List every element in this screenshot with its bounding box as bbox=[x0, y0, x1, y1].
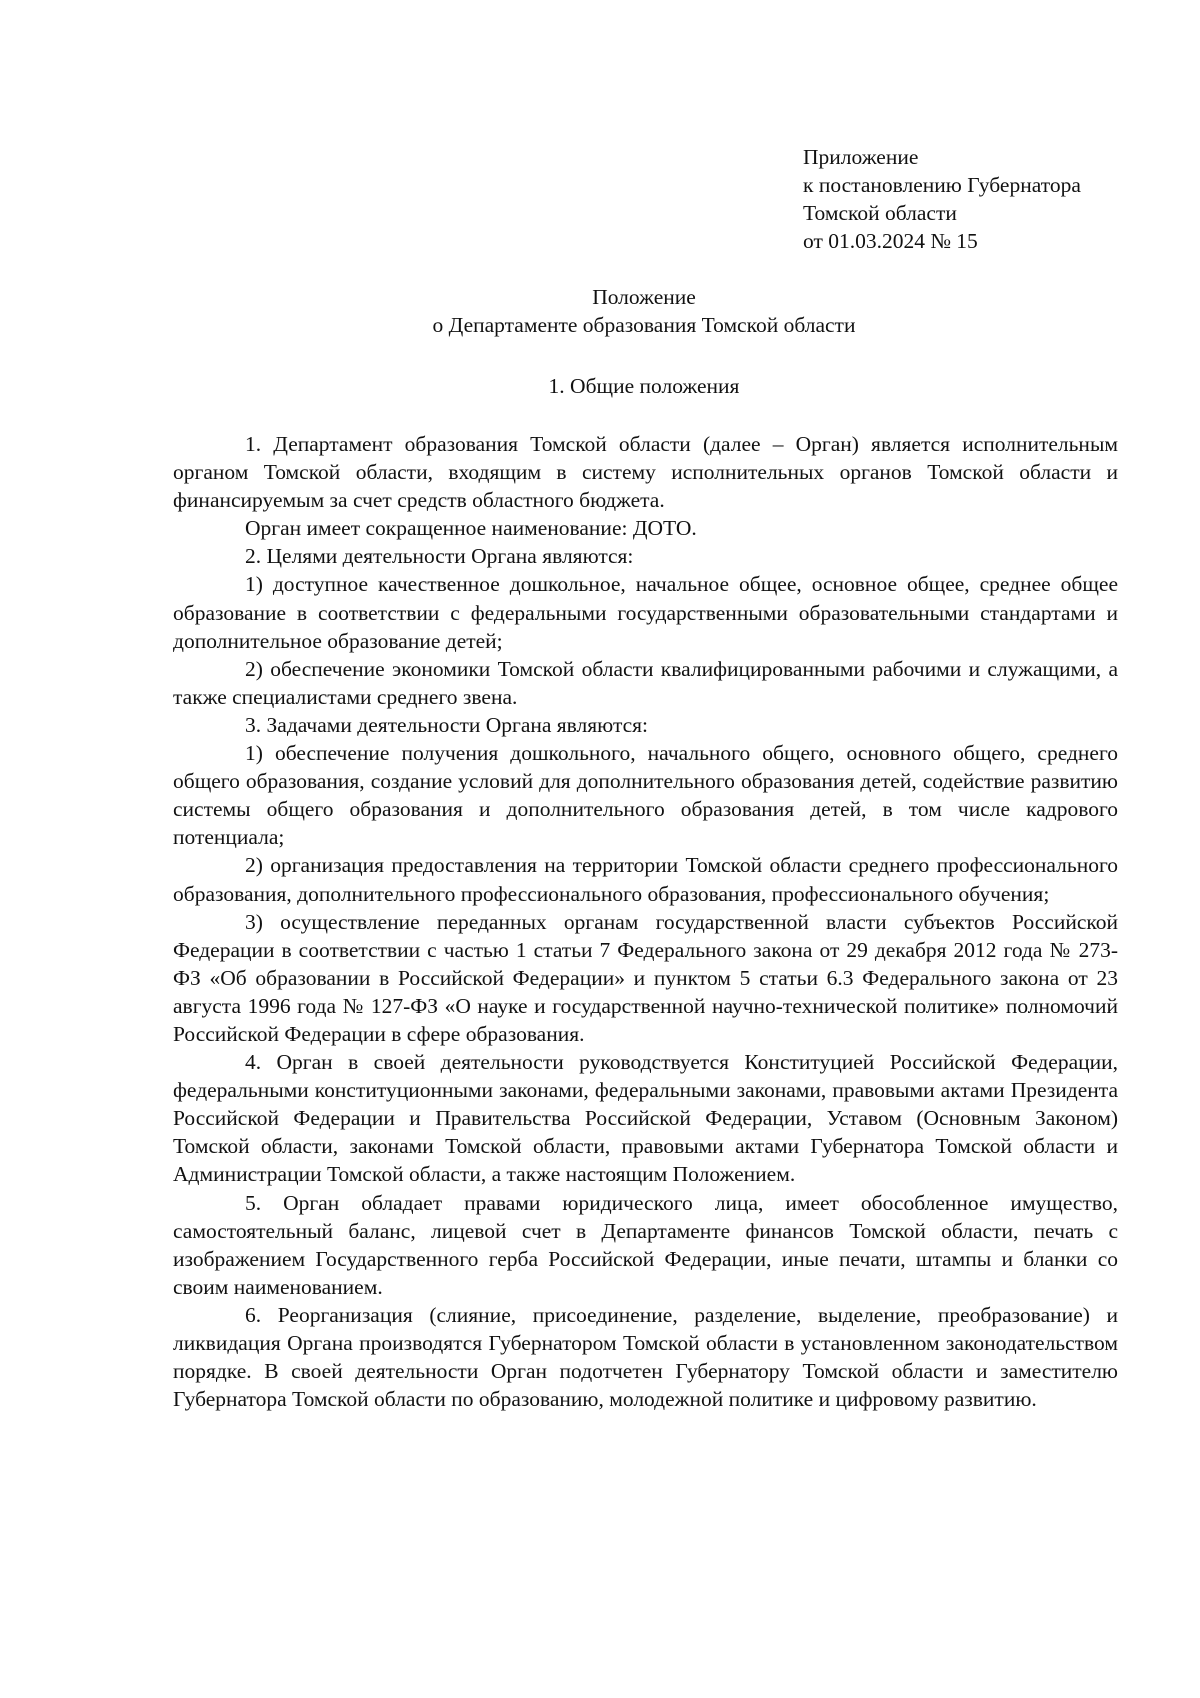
paragraph-10: 4. Орган в своей деятельности руководствуется Конституцией Российской Федерации, федеральными конституционными законами, федеральными законами, правовыми актами Президента Российской Федерации и Правительства Российской Федерации, Уставом (Основным Законом) Томской области, законами Томской области, правовыми актами Губернатора Томской области и Администрации Томской области, а также настоящим Положением. bbox=[173, 1050, 1118, 1187]
annex-line-3: Томской области bbox=[803, 201, 957, 225]
paragraph-11: 5. Орган обладает правами юридического лица, имеет обособленное имущество, самостоятельный баланс, лицевой счет в Департаменте финансов Томской области, печать с изображением Государственного герба Российской Федерации, иные печати, штампы и бланки со своим наименованием. bbox=[173, 1190, 1118, 1299]
annex-date-number: от 01.03.2024 № 15 bbox=[803, 229, 978, 253]
paragraph-8: 2) организация предоставления на территории Томской области среднего профессионального образования, дополнительного профессионального образования, профессионального обучения; bbox=[173, 853, 1118, 906]
document-body bbox=[173, 430, 1118, 1413]
paragraph-7: 1) обеспечение получения дошкольного, начального общего, основного общего, среднего общего образования, создание условий для дополнительного образования детей, содействие развитию системы общего образования и дополнительного образования детей, в том числе кадрового потенциала; bbox=[173, 741, 1118, 850]
paragraph-12: 6. Реорганизация (слияние, присоединение, разделение, выделение, преобразование) и ликвидация Органа производятся Губернатором Томской области в установленном законодательством порядке. В своей деятельности Орган подотчетен Губернатору Томской области и заместителю Губернатора Томской области по образованию, молодежной политике и цифровому развитию. bbox=[173, 1302, 1118, 1412]
title-line-2: о Департаменте образования Томской области bbox=[432, 313, 856, 337]
paragraph-3: 2. Целями деятельности Органа являются: bbox=[245, 544, 634, 569]
annex-line-2: к постановлению Губернатора bbox=[803, 173, 1081, 197]
paragraph-6: 3. Задачами деятельности Органа являются: bbox=[245, 712, 649, 737]
paragraph-2: Орган имеет сокращенное наименование: ДОТО. bbox=[245, 516, 697, 541]
paragraph-9: 3) осуществление переданных органам государственной власти субъектов Российской Федерации в соответствии с частью 1 статьи 7 Федерального закона от 29 декабря 2012 года № 273-ФЗ «Об образовании в Российской Федерации» и пунктом 5 статьи 6.3 Федерального закона от 23 августа 1996 года № 127-ФЗ «О науке и государственной научно-технической политике» полномочий Российской Федерации в сфере образования. bbox=[173, 909, 1118, 1046]
annex-block bbox=[803, 143, 1081, 255]
document-title bbox=[0, 283, 1200, 339]
paragraph-4: 1) доступное качественное дошкольное, начальное общее, основное общее, среднее общее образование в соответствии с федеральными государственными образовательными стандартами и дополнительное образование детей; bbox=[173, 572, 1118, 653]
title-line-1: Положение bbox=[592, 285, 696, 309]
section-heading: 1. Общие положения bbox=[548, 374, 740, 398]
paragraph-5: 2) обеспечение экономики Томской области квалифицированными рабочими и служащими, а также специалистами среднего звена. bbox=[173, 656, 1118, 709]
paragraph-1: 1. Департамент образования Томской области (далее – Орган) является исполнительным органом Томской области, входящим в систему исполнительных органов Томской области и финансируемым за счет средств областного бюджета. bbox=[173, 432, 1118, 513]
annex-line-1: Приложение bbox=[803, 145, 919, 169]
